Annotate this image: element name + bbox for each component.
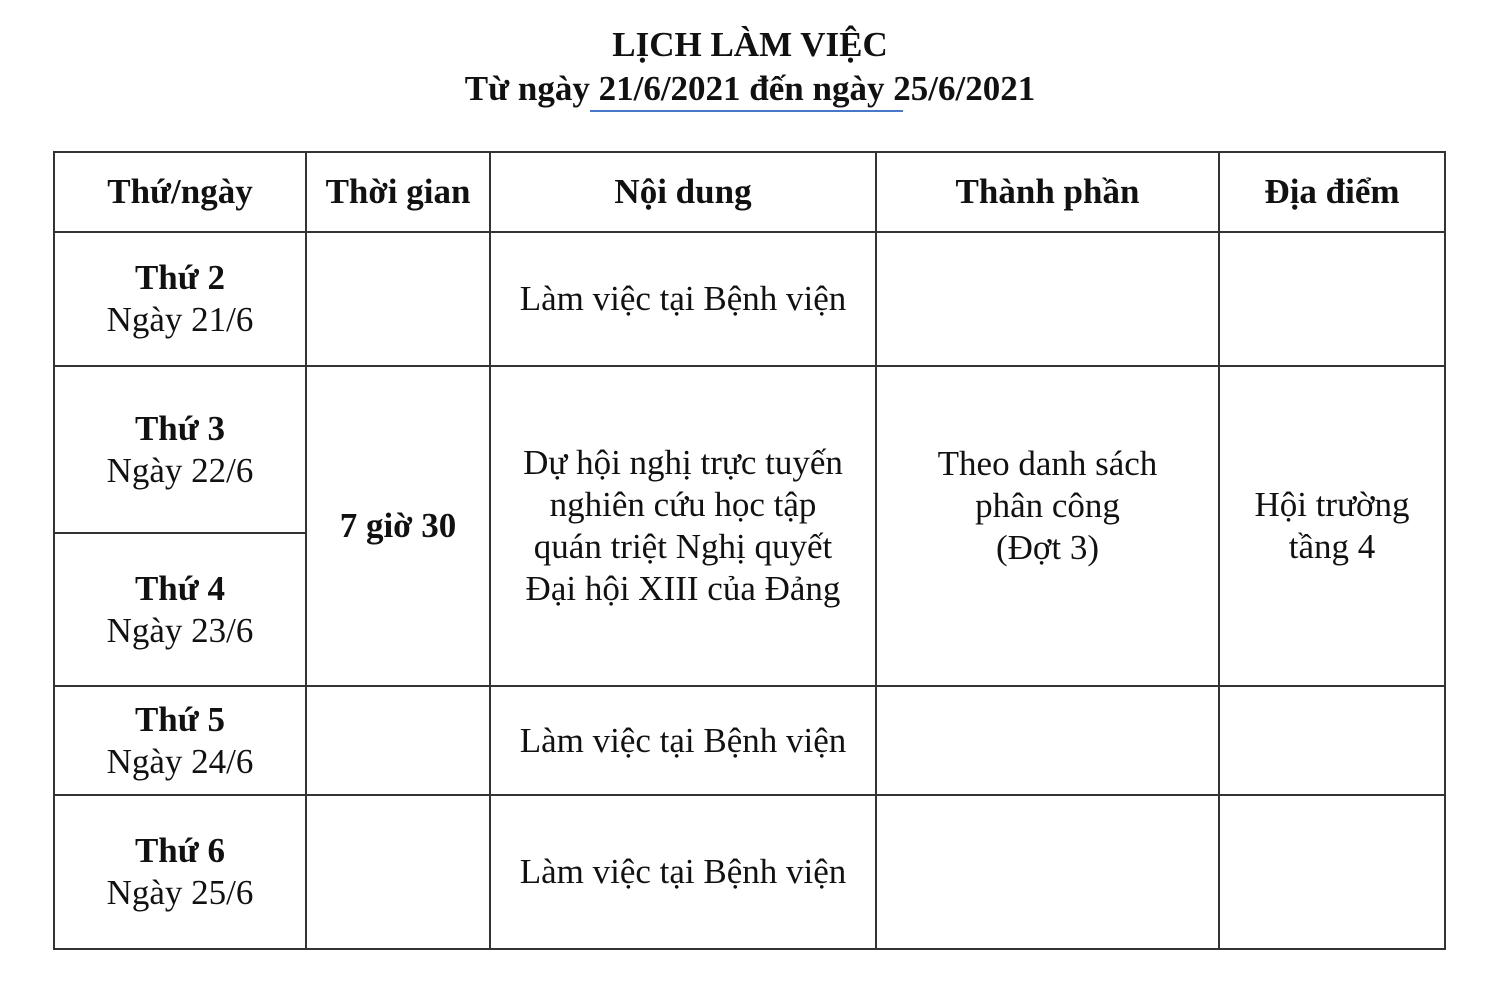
location-cell bbox=[1219, 232, 1445, 366]
time-cell bbox=[306, 795, 490, 949]
day-cell bbox=[54, 366, 306, 533]
participants-cell bbox=[876, 232, 1219, 366]
day-name: Thứ 4 bbox=[134, 568, 226, 608]
participants-cell bbox=[876, 366, 1219, 686]
day-date: Ngày 24/6 bbox=[106, 741, 254, 781]
subtitle-underline bbox=[590, 110, 903, 112]
day-cell bbox=[54, 795, 306, 949]
time-cell bbox=[306, 232, 490, 366]
location-cell bbox=[1219, 795, 1445, 949]
day-cell bbox=[54, 533, 306, 686]
column-header-content: Nội dung bbox=[490, 152, 876, 232]
day-name: Thứ 6 bbox=[134, 831, 226, 870]
content-cell bbox=[490, 366, 876, 686]
day-name: Thứ 5 bbox=[134, 699, 226, 739]
location-cell bbox=[1219, 366, 1445, 686]
column-header-participants: Thành phần bbox=[876, 152, 1219, 232]
day-date: Ngày 25/6 bbox=[106, 873, 254, 912]
table-row bbox=[54, 795, 1445, 949]
location-cell bbox=[1219, 686, 1445, 795]
participants-cell bbox=[876, 795, 1219, 949]
content-text: Dự hội nghị trực tuyến nghiên cứu học tập quán triệt Nghị quyết Đại hội XIII của Đảng bbox=[523, 443, 843, 608]
participants-cell bbox=[876, 686, 1219, 795]
day-name: Thứ 3 bbox=[134, 408, 226, 448]
table-row bbox=[54, 232, 1445, 366]
document-title: LỊCH LÀM VIỆC bbox=[612, 25, 888, 64]
table-row bbox=[54, 366, 1445, 533]
schedule-table bbox=[53, 151, 1446, 950]
day-date: Ngày 22/6 bbox=[106, 450, 254, 490]
column-header-location: Địa điểm bbox=[1219, 152, 1445, 232]
time-cell bbox=[306, 686, 490, 795]
location-text: Hội trường tầng 4 bbox=[1254, 485, 1410, 566]
table-header-row bbox=[54, 152, 1445, 232]
day-cell bbox=[54, 232, 306, 366]
time-cell: 7 giờ 30 bbox=[306, 366, 490, 686]
table-row bbox=[54, 686, 1445, 795]
day-date: Ngày 23/6 bbox=[106, 610, 254, 650]
column-header-time: Thời gian bbox=[306, 152, 490, 232]
content-cell: Làm việc tại Bệnh viện bbox=[490, 686, 876, 795]
content-cell: Làm việc tại Bệnh viện bbox=[490, 232, 876, 366]
content-cell: Làm việc tại Bệnh viện bbox=[490, 795, 876, 949]
day-date: Ngày 21/6 bbox=[106, 300, 254, 339]
document-subtitle: Từ ngày 21/6/2021 đến ngày 25/6/2021 bbox=[464, 69, 1036, 108]
day-name: Thứ 2 bbox=[134, 258, 226, 297]
column-header-day: Thứ/ngày bbox=[54, 152, 306, 232]
day-cell bbox=[54, 686, 306, 795]
participants-text: Theo danh sách phân công (Đợt 3) bbox=[937, 444, 1158, 567]
